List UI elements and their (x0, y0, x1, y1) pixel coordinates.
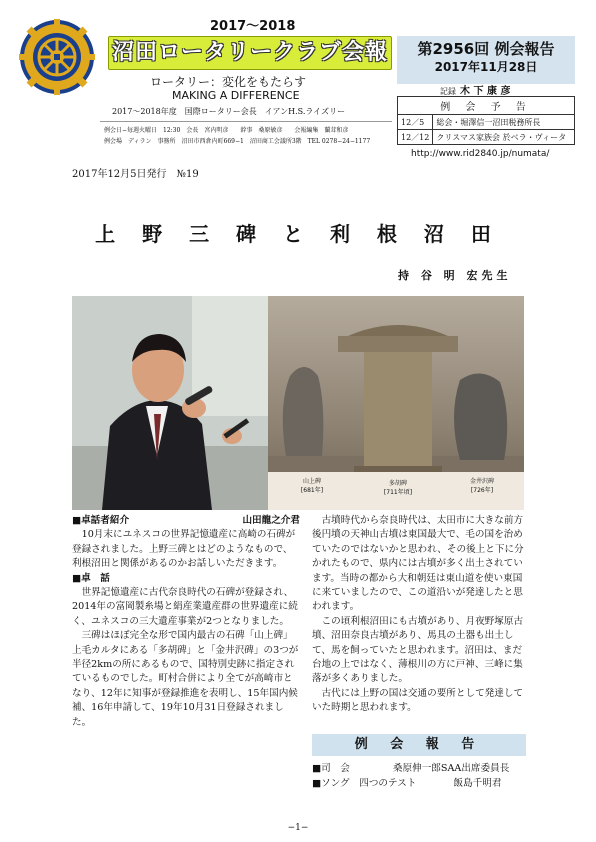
three-stones-photo (268, 296, 524, 510)
speaker-name: 持 谷 明 宏先生 (398, 269, 512, 282)
left-column (72, 514, 300, 730)
talk-heading: ■卓 話 (72, 572, 110, 584)
speaker-photo (72, 296, 268, 510)
issue-line: 2017年12月5日発行 №19 (72, 169, 199, 180)
report-row (312, 760, 509, 774)
schedule-heading: 例 会 予 告 (398, 97, 575, 115)
schedule-row (398, 130, 575, 145)
page-number: −1− (287, 823, 309, 833)
talk-paragraph: 古墳時代から奈良時代は、太田市に大きな前方後円墳の天神山古墳は東国最大で、毛の国を治めていたのではないかと思われ、その後上と下に分かれたもので、県内には古墳が多く出土されています。当時の都から大和朝廷は東山道を使い東国に来ていましたので、この道沿いが発達したと思われます。 (312, 515, 524, 613)
contact-line-1: 例会日−毎週火曜日 12:30 会長 宮内明彦 幹事 桑原敏彦 会報編集 蘭茸和彦 (104, 127, 349, 134)
president-line: 2017〜2018年度 国際ロータリー会長 イアンH.S.ライズリー (112, 107, 346, 116)
stone-name-middle: 多胡碑 (388, 480, 407, 487)
schedule-text: 総会・堀澤信一沼田税務所長 (433, 115, 575, 130)
intro-heading-row (72, 514, 300, 528)
stone-caption-left (290, 476, 334, 494)
intro-heading: ■卓話者紹介 (72, 515, 130, 526)
talk-paragraph: 世界記憶遺産に古代奈良時代の石碑が登録され、2014年の富岡製糸場と絹産業遺産群の世界遺産に続く、ユネスコの三大遺産事業が2つとなりました。 (72, 587, 298, 627)
recorder (440, 82, 510, 97)
stone-name-right: 金井沢碑 (469, 478, 494, 485)
club-years: 2017〜2018 (210, 19, 296, 34)
report-value: 桑原伸一郎SAA出席委員長 (392, 763, 510, 774)
meeting-report-heading: 例 会 報 告 (312, 734, 526, 756)
header-divider (100, 121, 392, 122)
talk-paragraph: 古代には上野の国は交通の要所として発達していた時期と思われます。 (312, 687, 524, 714)
stone-caption-right (458, 476, 506, 494)
report-label: ■司 会 (312, 763, 350, 774)
schedule-date: 12／12 (398, 130, 433, 145)
article-title: 上 野 三 碑 と 利 根 沼 田 (95, 222, 501, 246)
stone-name-left: 山上碑 (302, 478, 321, 485)
schedule-table (397, 96, 575, 145)
stone-year-left: [681年] (300, 487, 324, 494)
stone-caption-middle (374, 478, 422, 496)
meeting-number: 第2956回 例会報告 (417, 40, 555, 58)
meeting-number-box (397, 36, 575, 84)
rotary-theme-jp: ロータリー：変化をもたらす (150, 75, 307, 89)
club-name-banner: 沼田ロータリークラブ会報 (108, 36, 392, 70)
rotary-logo-icon (18, 18, 96, 96)
intro-text: 10月末にユネスコの世界記憶遺産に高崎の石碑が登録されました。上野三碑とはどのようなもので、利根沼田と関係があるのかお話しいただきます。 (72, 529, 296, 570)
recorder-label: 記録 (440, 87, 456, 96)
website-link[interactable]: http://www.rid2840.jp/numata/ (411, 149, 550, 159)
schedule-text: クリスマス家族会 於ベラ・ヴィータ (433, 130, 575, 145)
right-column (312, 514, 528, 716)
report-value: 飯島千明君 (453, 778, 502, 789)
talk-paragraph: この頃利根沼田にも古墳があり、月夜野塚原古墳、沼田奈良古墳があり、馬具の土器も出土して、馬を飼っていたと思われます。沼田は、まだ台地の上ではなく、薄根川の方に戸神、三峰に集落が多くありました。 (312, 615, 524, 685)
rotary-theme-en: MAKING A DIFFERENCE (172, 89, 300, 102)
schedule-row (398, 115, 575, 130)
talk-paragraph: 三碑はほぼ完全な形で国内最古の石碑「山上碑」上毛カルタにある「多胡碑」と「金井沢碑」の3つが半径2kmの所にあるもので、国特別史跡に指定されているものでした。町村合併により全てが高崎市となり、12年に知事が登録推進を表明し、15年国内候補、16年申請して、19年10月31日登録されました。 (72, 630, 299, 728)
report-label: ■ソング 四つのテスト (312, 778, 417, 789)
recorder-name: 木 下 康 彦 (460, 86, 511, 97)
contact-line-2: 例会場 ディラン 事務所 沼田市西倉内町669−1 沼田商工会議所3階 TEL 0278−24−1177 (104, 138, 371, 145)
schedule-date: 12／5 (398, 115, 433, 130)
intro-person: 山田龍之介君 (242, 515, 300, 526)
report-row (312, 775, 501, 789)
meeting-date: 2017年11月28日 (434, 60, 538, 74)
stone-year-middle: [711年頃] (383, 489, 413, 496)
stone-year-right: [726年] (470, 487, 494, 494)
